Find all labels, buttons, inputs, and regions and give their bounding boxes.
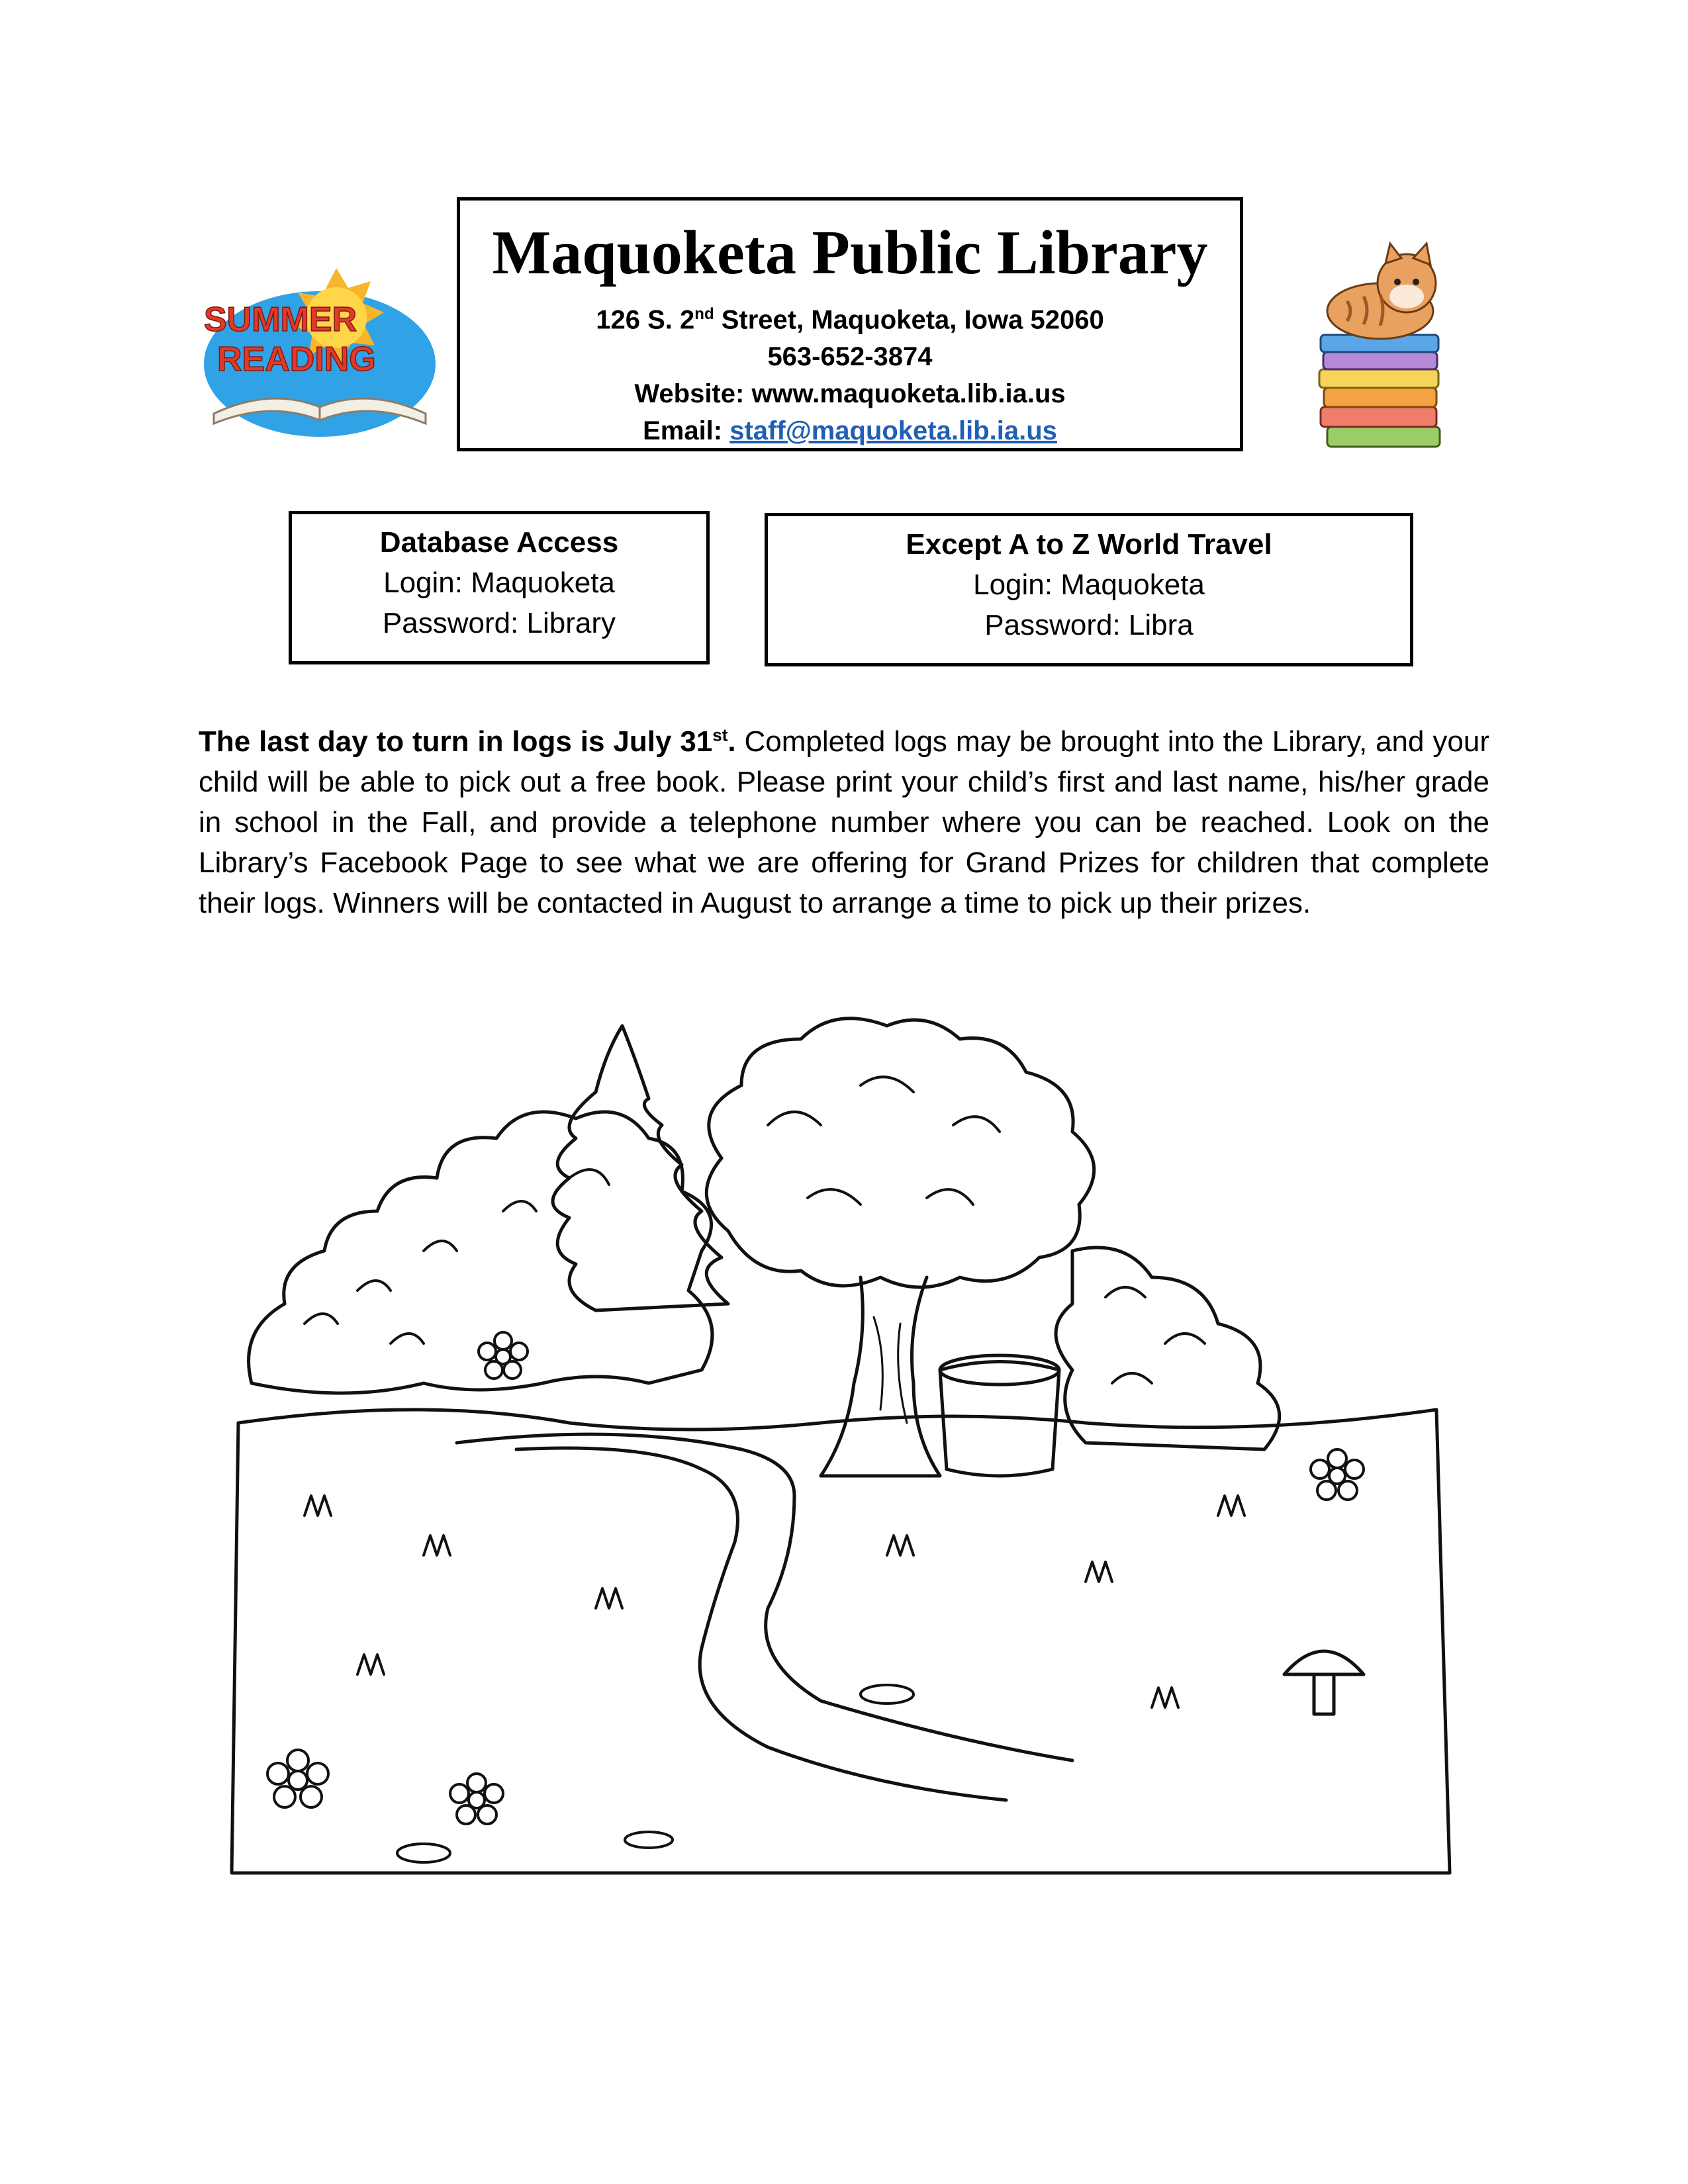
deadline-sup: st <box>712 725 728 745</box>
email-link[interactable]: staff@maquoketa.lib.ia.us <box>729 416 1057 446</box>
flower-left <box>267 1750 328 1807</box>
address-number: 126 S. 2 <box>596 305 695 335</box>
az-world-travel-login: Login: Maquoketa <box>973 569 1205 601</box>
library-website <box>460 375 1240 412</box>
email-label: Email: <box>643 416 730 446</box>
database-access-box <box>289 511 710 664</box>
library-header-box <box>457 197 1243 451</box>
cat-on-books-illustration <box>1281 238 1479 450</box>
az-world-travel-title: Except A to Z World Travel <box>906 528 1272 561</box>
oak-canopy <box>706 1019 1094 1287</box>
pine-tree <box>553 1026 728 1310</box>
deadline-statement <box>199 725 736 758</box>
mushroom <box>1284 1651 1364 1714</box>
summer-reading-logo <box>197 265 436 443</box>
cat-on-books-graphic <box>1281 238 1479 450</box>
az-world-travel-password: Password: Libra <box>984 609 1194 641</box>
database-access-password: Password: Library <box>382 607 616 639</box>
database-access-title: Database Access <box>379 526 619 559</box>
deadline-lead: The last day to turn in logs is July 31 <box>199 725 713 758</box>
instructions-paragraph <box>199 721 1489 923</box>
library-address <box>460 296 1240 338</box>
address-suffix: nd <box>694 305 714 323</box>
left-bush <box>249 1112 712 1393</box>
library-phone: 563-652-3874 <box>767 342 933 372</box>
database-access-login: Login: Maquoketa <box>383 567 615 599</box>
forest-coloring-illustration <box>225 1013 1463 1886</box>
website-label: Website: <box>634 379 752 409</box>
library-name: Maquoketa Public Library <box>492 218 1208 287</box>
library-email <box>460 412 1240 449</box>
oak-trunk <box>821 1277 940 1476</box>
forest-path <box>457 1434 1072 1800</box>
deadline-end: . <box>727 725 736 758</box>
summer-logo-line1: SUMMER <box>204 300 357 339</box>
address-rest: Street, Maquoketa, Iowa 52060 <box>714 305 1104 335</box>
summer-logo-line2: READING <box>217 340 376 379</box>
ground-line <box>232 1410 1450 1873</box>
flower-top <box>479 1332 528 1379</box>
flower-right <box>1311 1449 1364 1500</box>
website-url: www.maquoketa.lib.ia.us <box>751 379 1066 409</box>
az-world-travel-box <box>765 513 1413 666</box>
flower-center <box>450 1774 503 1824</box>
forest-coloring-graphic <box>225 1013 1463 1886</box>
instructions-body: Completed logs may be brought into the Library, and your child will be able to pick out a free book. Please print your child’s first and last name, his/her grade in school in the Fall, and provide a telephone number where you can be reached. Look on the Library’s Facebook Page to see what we are offering for Grand Prizes for children that complete their logs. Winners will be contacted in August to arrange a time to pick up their prizes. <box>199 725 1489 919</box>
right-bush <box>1056 1248 1280 1449</box>
summer-reading-logo-graphic <box>197 265 436 443</box>
